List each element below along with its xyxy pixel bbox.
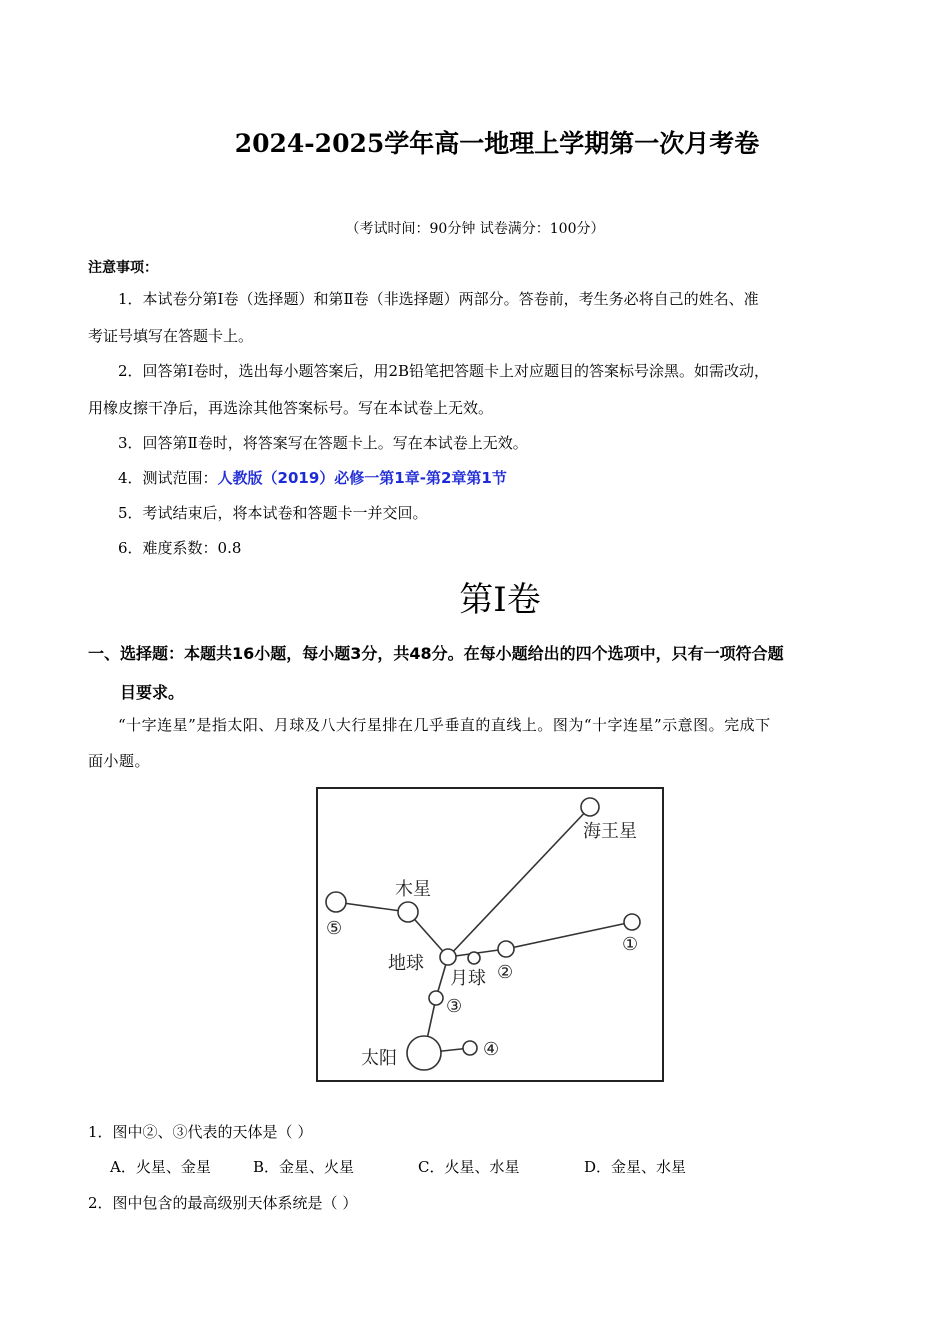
exam-info: （考试时间：90分钟 试卷满分：100分） bbox=[345, 221, 605, 237]
note-1-line-2: 考证号填写在答题卡上。 bbox=[88, 327, 254, 345]
label-sun: 太阳 bbox=[361, 1048, 397, 1069]
part-one-heading-line-2: 目要求。 bbox=[120, 683, 185, 702]
label-earth: 地球 bbox=[388, 953, 424, 974]
sun-circle bbox=[407, 1036, 441, 1070]
section-title: 第Ⅰ卷 bbox=[459, 580, 541, 620]
planet-2-circle bbox=[498, 941, 514, 957]
earth-circle bbox=[440, 949, 456, 965]
note-4 bbox=[118, 467, 507, 488]
intro-line-1: “十字连星”是指太阳、月球及八大行星排在几乎垂直的直线上。图为“十字连星”示意图。完成下 bbox=[118, 716, 771, 734]
question-1-option-c: C．火星、水星 bbox=[418, 1158, 520, 1176]
jupiter-circle bbox=[398, 902, 418, 922]
test-scope: 人教版（2019）必修一第1章-第2章第1节 bbox=[217, 469, 507, 487]
question-2-stem: 2．图中包含的最高级别天体系统是（ ） bbox=[88, 1194, 358, 1212]
planet-3-circle bbox=[429, 991, 443, 1005]
label-planet-5: ⑤ bbox=[326, 918, 343, 939]
planet-4-circle bbox=[463, 1041, 477, 1055]
label-planet-3: ③ bbox=[446, 996, 463, 1017]
label-neptune: 海王星 bbox=[583, 821, 637, 842]
planet-1-circle bbox=[624, 914, 640, 930]
note-2-line-1: 2．回答第Ⅰ卷时，选出每小题答案后，用2B铅笔把答题卡上对应题目的答案标号涂黑。如需改动， bbox=[118, 362, 770, 380]
note-5: 5．考试结束后，将本试卷和答题卡一并交回。 bbox=[118, 504, 428, 522]
part-one-heading-line-1: 一、选择题：本题共16小题，每小题3分，共48分。在每小题给出的四个选项中，只有一项符合题 bbox=[88, 644, 784, 663]
neptune-circle bbox=[581, 798, 599, 816]
moon-circle bbox=[468, 952, 480, 964]
note-4-prefix: 4．测试范围： bbox=[118, 469, 218, 487]
question-1-stem: 1．图中②、③代表的天体是（ ） bbox=[88, 1123, 313, 1141]
question-1-option-d: D．金星、水星 bbox=[584, 1158, 687, 1176]
notes-heading: 注意事项： bbox=[88, 260, 158, 276]
question-1-option-b: B．金星、火星 bbox=[253, 1158, 355, 1176]
note-2-line-2: 用橡皮擦干净后，再选涂其他答案标号。写在本试卷上无效。 bbox=[88, 399, 494, 417]
note-6: 6．难度系数：0.8 bbox=[118, 539, 242, 557]
label-planet-4: ④ bbox=[483, 1039, 500, 1060]
label-planet-2: ② bbox=[497, 962, 514, 983]
note-1-line-1: 1．本试卷分第Ⅰ卷（选择题）和第Ⅱ卷（非选择题）两部分。答卷前，考生务必将自己的姓名、准 bbox=[118, 290, 759, 308]
label-planet-1: ① bbox=[622, 934, 639, 955]
note-3: 3．回答第Ⅱ卷时，将答案写在答题卡上。写在本试卷上无效。 bbox=[118, 434, 528, 452]
label-moon: 月球 bbox=[450, 968, 486, 989]
question-1-option-a: A．火星、金星 bbox=[110, 1158, 211, 1176]
cross-alignment-diagram bbox=[316, 787, 664, 1082]
document-title: 2024-2025学年高一地理上学期第一次月考卷 bbox=[234, 129, 760, 158]
label-jupiter: 木星 bbox=[395, 879, 431, 900]
intro-line-2: 面小题。 bbox=[88, 752, 151, 770]
planet-5-circle bbox=[326, 892, 346, 912]
